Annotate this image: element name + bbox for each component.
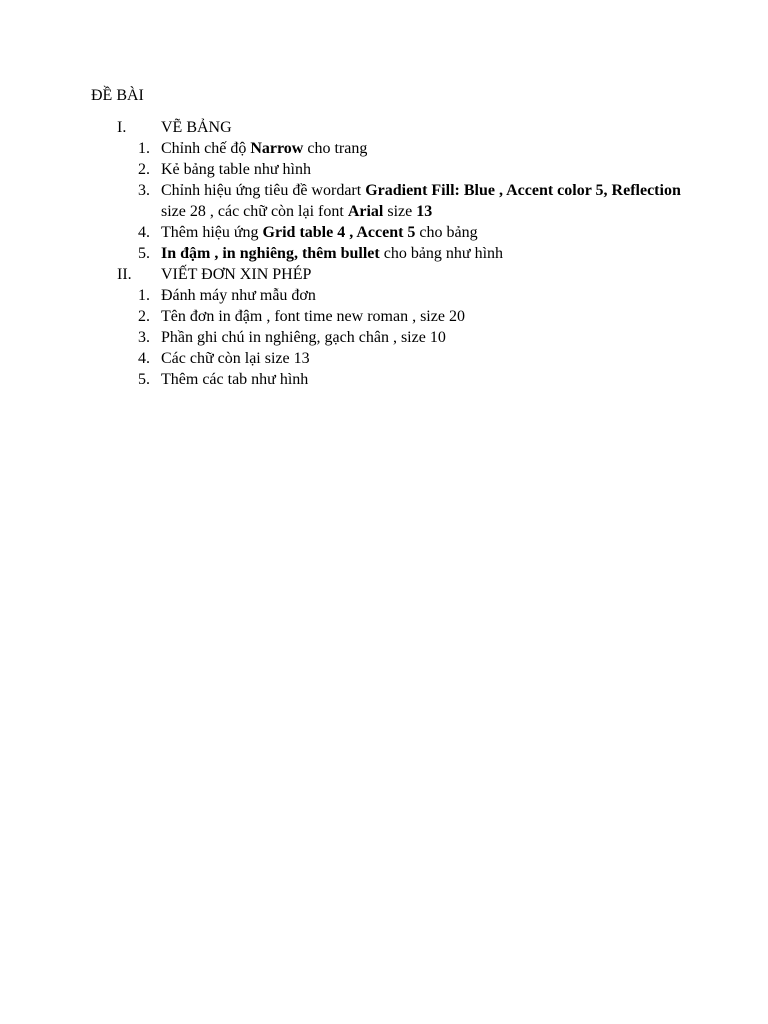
section-heading-2 bbox=[0, 264, 768, 285]
text-run: size 28 , các chữ còn lại font bbox=[161, 203, 348, 220]
item-number: 1. bbox=[138, 287, 150, 304]
item-text bbox=[161, 285, 681, 306]
section-heading-1 bbox=[0, 117, 768, 138]
text-run: Kẻ bảng table như hình bbox=[161, 161, 311, 178]
bold-text-run: Gradient Fill: Blue , Accent color 5, bbox=[365, 182, 608, 199]
item-text bbox=[161, 159, 681, 180]
text-run: cho trang bbox=[303, 140, 368, 157]
text-run: Chỉnh chế độ bbox=[161, 140, 251, 157]
item-text bbox=[161, 306, 681, 327]
section-title: VIẾT ĐƠN XIN PHÉP bbox=[161, 266, 312, 283]
item-text bbox=[161, 138, 681, 159]
section-title: VẼ BẢNG bbox=[161, 119, 232, 136]
text-run: cho bảng bbox=[415, 224, 478, 241]
item-number: 4. bbox=[138, 224, 150, 241]
item-number: 2. bbox=[138, 308, 150, 325]
text-run: Thêm hiệu ứng bbox=[161, 224, 263, 241]
bold-text-run: Grid table 4 , Accent 5 bbox=[262, 224, 416, 241]
bold-text-run: Arial bbox=[347, 203, 384, 220]
item-number: 3. bbox=[138, 182, 150, 199]
text-run: Chỉnh hiệu ứng tiêu đề wordart bbox=[161, 182, 366, 199]
item-text bbox=[161, 327, 681, 348]
text-run: cho bảng như hình bbox=[379, 245, 504, 262]
text-run: Các chữ còn lại size 13 bbox=[161, 350, 310, 367]
bold-text-run: 13 bbox=[416, 203, 433, 220]
bold-text-run: In đậm , in nghiêng, thêm bullet bbox=[161, 245, 380, 262]
bold-text-run: Narrow bbox=[250, 140, 304, 157]
item-number: 1. bbox=[138, 140, 150, 157]
text-run: Thêm các tab như hình bbox=[161, 371, 309, 388]
item-number: 5. bbox=[138, 245, 150, 262]
section-numeral: II. bbox=[117, 266, 132, 283]
item-text bbox=[161, 348, 681, 369]
text-run: Tên đơn in đậm , font time new roman , size 20 bbox=[161, 308, 465, 325]
bold-text-run: Reflection bbox=[611, 182, 681, 199]
item-text bbox=[161, 180, 681, 222]
item-number: 3. bbox=[138, 329, 150, 346]
text-run: Đánh máy như mẫu đơn bbox=[161, 287, 316, 304]
item-number: 2. bbox=[138, 161, 150, 178]
document-title: ĐỀ BÀI bbox=[91, 87, 144, 104]
item-text bbox=[161, 369, 681, 390]
text-run: Phần ghi chú in nghiêng, gạch chân , size 10 bbox=[161, 329, 446, 346]
item-number: 5. bbox=[138, 371, 150, 388]
item-text bbox=[161, 243, 681, 264]
section-numeral: I. bbox=[117, 119, 127, 136]
item-text bbox=[161, 222, 681, 243]
text-run: size bbox=[383, 203, 417, 220]
item-number: 4. bbox=[138, 350, 150, 367]
